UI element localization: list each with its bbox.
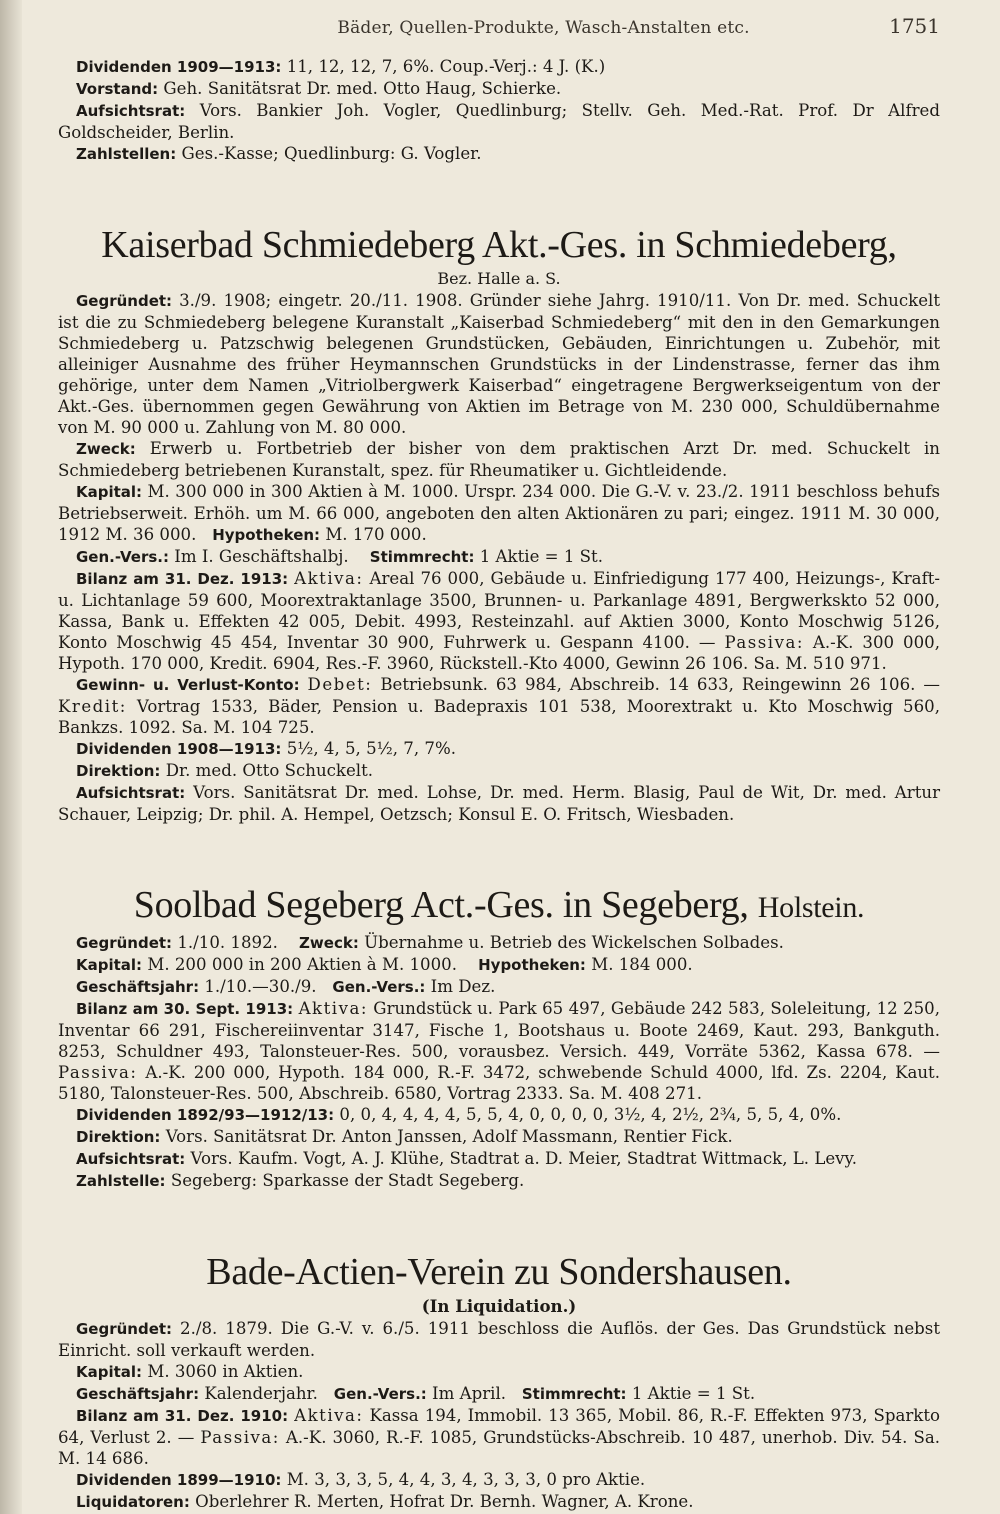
gegruendet-paragraph: Gegründet: 2./8. 1879. Die G.-V. v. 6./5. 1911 beschloss die Auflös. der Ges. Das Grundstück nebst Einricht. soll verkauft werden. — [58, 1319, 940, 1360]
direktion-paragraph: Direktion: Vors. Sanitätsrat Dr. Anton Janssen, Adolf Massmann, Rentier Fick. — [76, 1127, 733, 1146]
company-subtitle: (In Liquidation.) — [421, 1296, 577, 1316]
company-entry-kaiserbad — [58, 223, 940, 825]
kapital-paragraph: Kapital: M. 200 000 in 200 Aktien à M. 1000. Hypotheken: M. 184 000. — [76, 955, 693, 974]
aufsichtsrat-line: Aufsichtsrat: Vors. Bankier Joh. Vogler, Quedlinburg; Stellv. Geh. Med.-Rat. Prof. Dr Alfred Goldscheider, Berlin. — [58, 101, 940, 142]
company-title: Kaiserbad Schmiedeberg Akt.-Ges. in Schmiedeberg, — [101, 224, 897, 266]
bilanz-paragraph: Bilanz am 31. Dez. 1913: Aktiva: Areal 76 000, Gebäude u. Einfriedigung 177 400, Heizungs-, Kraft- u. Lichtanlage 59 600, Moorextraktanlage 3500, Brunnen- u. Parkanlage 4891, Bergwerkskto 52 000, Kassa, Bank u. Effekten 42 005, Debit. 4993, Resteinzahl. auf Aktien 3000, Konto Moschwig 5126, Konto Moschwig 45 454, Inventar 30 900, Fuhrwerk u. Gespann 4100. — Passiva: A.-K. 300 000, Hypoth. 170 000, Kredit. 6904, Res.-F. 3960, Rückstell.-Kto 4000, Gewinn 26 106. Sa. M. 510 971. — [58, 569, 940, 673]
guv-paragraph: Gewinn- u. Verlust-Konto: Debet: Betriebsunk. 63 984, Abschreib. 14 633, Reingewinn 26 106. — Kredit: Vortrag 1533, Bäder, Pension u. Badepraxis 101 538, Moorextrakt u. Kto Moschwig 560, Bankzs. 1092. Sa. M. 104 725. — [58, 675, 940, 737]
company-title: Soolbad Segeberg Act.-Ges. in Segeberg, Holstein. — [133, 884, 865, 926]
entry-continuation — [58, 56, 940, 165]
zweck-paragraph: Zweck: Erwerb u. Fortbetrieb der bisher von dem praktischen Arzt Dr. med. Schuckelt in Schmiedeberg betriebenen Kuranstalt, spez. für Rheumatiker u. Gichtleidende. — [58, 439, 940, 480]
dividenden-line: Dividenden 1909—1913: 11, 12, 12, 7, 6%. Coup.-Verj.: 4 J. (K.) — [76, 57, 606, 76]
geschaeftsjahr-paragraph: Geschäftsjahr: 1./10.—30./9. Gen.-Vers.: Im Dez. — [76, 977, 496, 996]
gegruendet-paragraph: Gegründet: 3./9. 1908; eingetr. 20./11. 1908. Gründer siehe Jahrg. 1910/11. Von Dr. med. Schuckelt ist die zu Schmiedeberg belegene Kuranstalt „Kaiserbad Schmiedeberg“ mit den in den Gemarkungen Schmiedeberg u. Patzschwig belegenen Grundstücken, Gebäuden, Einrichtungen u. Zubehör, mit alleiniger Ausnahme des früher Heymannschen Grundstücks in der Lindenstrasse, ferner das ihm gehörige, unter dem Namen „Vitriolbergwerk Kaiserbad“ eingetragene Bergwerkseigentum von der Akt.-Ges. übernommen gegen Gewährung von Aktien im Betrage von M. 230 000, Schuldübernahme von M. 90 000 u. Zahlung von M. 80 000. — [58, 291, 940, 437]
bilanz-paragraph: Bilanz am 30. Sept. 1913: Aktiva: Grundstück u. Park 65 497, Gebäude 242 583, Soleleitung, 12 250, Inventar 66 291, Fischereiinventar 3147, Fische 1, Bootshaus u. Boote 2469, Kaut. 293, Bankguth. 8253, Schuldner 493, Talonsteuer-Res. 500, vorausbez. Versich. 449, Vorräte 5362, Kassa 678. — Passiva: A.-K. 200 000, Hypoth. 184 000, R.-F. 3472, schwebende Schuld 4000, lfd. Zs. 2204, Kaut. 5180, Talonsteuer-Res. 500, Abschreib. 6580, Vortrag 2333. Sa. M. 408 271. — [58, 999, 940, 1103]
geschaeftsjahr-paragraph: Geschäftsjahr: Kalenderjahr. Gen.-Vers.: Im April. Stimmrecht: 1 Aktie = 1 St. — [76, 1384, 756, 1403]
zahlstellen-line: Zahlstellen: Ges.-Kasse; Quedlinburg: G. Vogler. — [76, 144, 482, 163]
kapital-paragraph: Kapital: M. 300 000 in 300 Aktien à M. 1000. Urspr. 234 000. Die G.-V. v. 23./2. 1911 beschloss behufs Betriebserweit. Erhöh. um M. 66 000, angeboten den alten Aktionären zu pari; eingez. 1911 M. 30 000, 1912 M. 36 000. Hypotheken: M. 170 000. — [58, 482, 940, 544]
kapital-paragraph: Kapital: M. 3060 in Aktien. — [76, 1362, 304, 1381]
genvers-paragraph: Gen.-Vers.: Im I. Geschäftshalbj. Stimmrecht: 1 Aktie = 1 St. — [76, 547, 603, 566]
aufsichtsrat-paragraph: Aufsichtsrat: Vors. Kaufm. Vogt, A. J. Klühe, Stadtrat a. D. Meier, Stadtrat Wittmack, L. Levy. — [76, 1149, 857, 1168]
aufsichtsrat-paragraph: Aufsichtsrat: Vors. Sanitätsrat Dr. med. Lohse, Dr. med. Herm. Blasig, Paul de Wit, Dr. med. Artur Schauer, Leipzig; Dr. phil. A. Hempel, Oetzsch; Konsul E. O. Fritsch, Wiesbaden. — [58, 783, 940, 824]
running-title: Bäder, Quellen-Produkte, Wasch-Anstalten etc. — [337, 18, 750, 38]
dividenden-paragraph: Dividenden 1899—1910: M. 3, 3, 3, 5, 4, 4, 3, 4, 3, 3, 3, 0 pro Aktie. — [76, 1470, 646, 1489]
direktion-paragraph: Direktion: Dr. med. Otto Schuckelt. — [76, 761, 374, 780]
binding-shadow — [0, 0, 22, 1514]
company-title: Bade-Actien-Verein zu Sondershausen. — [206, 1251, 792, 1293]
company-entry-sondershausen — [58, 1250, 940, 1513]
gegruendet-paragraph: Gegründet: 1./10. 1892. Zweck: Übernahme u. Betrieb des Wickelschen Solbades. — [76, 933, 784, 952]
zahlstelle-paragraph: Zahlstelle: Segeberg: Sparkasse der Stadt Segeberg. — [76, 1171, 525, 1190]
company-subtitle: Bez. Halle a. S. — [437, 269, 561, 288]
page-number: 1751 — [889, 14, 940, 38]
company-entry-segeberg — [58, 883, 940, 1192]
liquidatoren-paragraph: Liquidatoren: Oberlehrer R. Merten, Hofrat Dr. Bernh. Wagner, A. Krone. — [76, 1492, 694, 1511]
bilanz-paragraph: Bilanz am 31. Dez. 1910: Aktiva: Kassa 194, Immobil. 13 365, Mobil. 86, R.-F. Effekten 973, Sparkto 64, Verlust 2. — Passiva: A.-K. 3060, R.-F. 1085, Grundstücks-Abschreib. 10 487, unerhob. Div. 54. Sa. M. 14 686. — [58, 1406, 941, 1468]
dividenden-paragraph: Dividenden 1908—1913: 5½, 4, 5, 5½, 7, 7%. — [76, 739, 456, 758]
dividenden-paragraph: Dividenden 1892/93—1912/13: 0, 0, 4, 4, 4, 4, 5, 5, 4, 0, 0, 0, 0, 3½, 4, 2½, 2¾, 5, 5, 4, 0%. — [76, 1105, 842, 1124]
page-header — [58, 14, 940, 38]
vorstand-line: Vorstand: Geh. Sanitätsrat Dr. med. Otto Haug, Schierke. — [76, 79, 562, 98]
